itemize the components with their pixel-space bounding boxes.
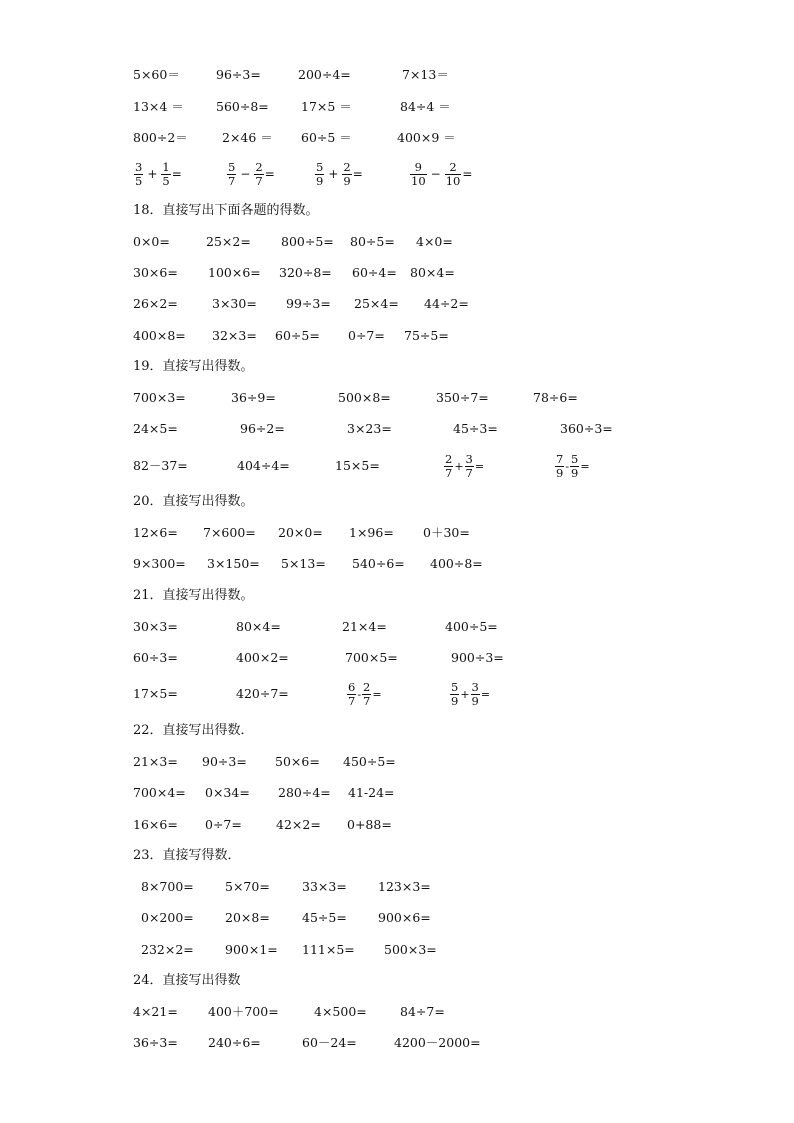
numerator: 9: [414, 159, 422, 174]
problem: 96÷3=: [216, 67, 261, 82]
problem: 33×3=: [302, 879, 347, 894]
problem: 111×5=: [302, 942, 355, 957]
problem: 60÷4=: [352, 265, 397, 280]
problem: 60÷3=: [133, 650, 178, 665]
problem: 12×6=: [133, 525, 178, 540]
equals-sign: =: [480, 687, 491, 701]
problem: 0÷7=: [205, 817, 242, 832]
problem: 7×600=: [203, 525, 256, 540]
fraction-problem: [314, 156, 363, 192]
denominator: 7: [465, 465, 473, 480]
fraction: [445, 161, 462, 188]
denominator: 7: [445, 465, 453, 480]
problem: 21×3=: [133, 754, 178, 769]
problem: 96÷2=: [240, 421, 285, 436]
equals-sign: =: [372, 687, 382, 701]
fraction-problem: [346, 676, 382, 712]
problem: 25×2=: [206, 234, 251, 249]
problem-row: [0, 386, 794, 410]
problem: 5×70=: [225, 879, 270, 894]
problem-row: [0, 875, 794, 899]
problem: 400×2=: [236, 650, 289, 665]
fraction: [227, 161, 236, 188]
problem: 9×300=: [133, 556, 186, 571]
problem: 21×4=: [342, 619, 387, 634]
denominator: 9: [316, 173, 324, 188]
problem: 200÷4=: [298, 67, 351, 82]
problem: 15×5=: [335, 458, 380, 473]
operator: -: [357, 687, 362, 701]
denominator: 5: [162, 173, 170, 188]
problem: 17×5 ＝: [301, 99, 352, 114]
fraction: [450, 681, 459, 708]
fraction-problem: [226, 156, 275, 192]
problem-row: [0, 448, 794, 484]
problem: 900×1=: [225, 942, 278, 957]
operator: +: [460, 687, 470, 701]
question-title: 19．直接写出得数。: [133, 359, 254, 374]
numerator: 2: [363, 679, 371, 694]
problem-row: [0, 938, 794, 962]
problem: 0×200=: [141, 910, 194, 925]
problem: 42×2=: [276, 817, 321, 832]
numerator: 2: [449, 159, 457, 174]
problem: 0+88=: [347, 817, 392, 832]
problem: 4×0=: [416, 234, 453, 249]
problem: 3×23=: [347, 421, 392, 436]
problem: 45÷3=: [453, 421, 498, 436]
fraction: [362, 681, 371, 708]
problem-row: [0, 781, 794, 805]
problem: 700×5=: [345, 650, 398, 665]
problem-row: [0, 813, 794, 837]
fraction-problem: [443, 448, 484, 484]
problem: 2×46 ＝: [222, 130, 273, 145]
problem: 13×4 ＝: [133, 99, 184, 114]
numerator: 3: [471, 679, 479, 694]
problem-row: [0, 230, 794, 254]
problem: 350÷7=: [436, 390, 489, 405]
problem: 32×3=: [212, 328, 257, 343]
numerator: 2: [255, 159, 263, 174]
fraction: [465, 453, 474, 480]
denominator: 7: [255, 173, 263, 188]
fraction-problem: [449, 676, 490, 712]
problem: 400×8=: [133, 328, 186, 343]
denominator: 9: [451, 693, 459, 708]
problem: 20×0=: [278, 525, 323, 540]
problem-row: [0, 261, 794, 285]
problem: 30×3=: [133, 619, 178, 634]
problem: 900÷3=: [451, 650, 504, 665]
operator: -: [565, 459, 570, 473]
numerator: 3: [465, 451, 473, 466]
problem: 36÷3=: [133, 1035, 178, 1050]
problem: 700×3=: [133, 390, 186, 405]
fraction: [161, 161, 170, 188]
numerator: 6: [348, 679, 356, 694]
problem-row: [0, 292, 794, 316]
problem: 900×6=: [378, 910, 431, 925]
problem: 60÷5=: [275, 328, 320, 343]
problem: 80×4=: [236, 619, 281, 634]
problem: 7×13＝: [402, 67, 449, 82]
problem: 82－37=: [133, 458, 188, 473]
equals-sign: =: [462, 167, 473, 181]
operator: +: [454, 459, 464, 473]
problem: 0×0=: [133, 234, 170, 249]
numerator: 5: [316, 159, 324, 174]
equals-sign: =: [171, 167, 182, 181]
problem: 5×13=: [281, 556, 326, 571]
fraction: [410, 161, 427, 188]
problem: 84÷7=: [400, 1004, 445, 1019]
numerator: 5: [451, 679, 459, 694]
denominator: 7: [348, 693, 356, 708]
denominator: 7: [228, 173, 236, 188]
operator: +: [147, 167, 158, 181]
problem: 26×2=: [133, 296, 178, 311]
fraction: [347, 681, 356, 708]
problem: 99÷3=: [286, 296, 331, 311]
equals-sign: =: [580, 459, 590, 473]
numerator: 5: [228, 159, 236, 174]
problem: 240÷6=: [208, 1035, 261, 1050]
problem: 4200－2000=: [394, 1035, 481, 1050]
denominator: 5: [135, 173, 143, 188]
problem-row: [0, 750, 794, 774]
problem-row: [0, 906, 794, 930]
problem: 5×60＝: [133, 67, 180, 82]
denominator: 9: [471, 693, 479, 708]
fraction-problem: [554, 448, 590, 484]
problem: 30×6=: [133, 265, 178, 280]
problem: 500×8=: [338, 390, 391, 405]
problem-row: [0, 126, 794, 150]
problem: 41-24=: [348, 785, 395, 800]
problem: 25×4=: [354, 296, 399, 311]
problem-row: [0, 95, 794, 119]
problem: 123×3=: [378, 879, 431, 894]
problem: 3×30=: [212, 296, 257, 311]
problem: 50×6=: [275, 754, 320, 769]
problem-row: [0, 646, 794, 670]
problem: 0＋30=: [423, 525, 470, 540]
operator: −: [240, 167, 251, 181]
denominator: 10: [445, 173, 461, 188]
equals-sign: =: [264, 167, 275, 181]
equals-sign: =: [474, 459, 485, 473]
fraction: [570, 453, 579, 480]
problem: 320÷8=: [279, 265, 332, 280]
problem: 700×4=: [133, 785, 186, 800]
problem: 450÷5=: [343, 754, 396, 769]
question-title: 23．直接写得数．: [133, 848, 241, 863]
problem-row: [0, 1031, 794, 1055]
question-title: 22．直接写出得数．: [133, 723, 254, 738]
denominator: 10: [411, 173, 426, 188]
problem: 44÷2=: [424, 296, 469, 311]
problem: 560÷8=: [216, 99, 269, 114]
problem: 20×8=: [225, 910, 270, 925]
fraction-problem: [409, 156, 472, 192]
equals-sign: =: [352, 167, 363, 181]
problem: 80÷5=: [350, 234, 395, 249]
question-title: 21．直接写出得数。: [133, 588, 254, 603]
fraction: [444, 453, 453, 480]
problem: 280÷4=: [278, 785, 331, 800]
fraction: [315, 161, 324, 188]
problem: 400＋700=: [208, 1004, 279, 1019]
problem-row: [0, 552, 794, 576]
fraction: [555, 453, 564, 480]
problem: 800÷5=: [281, 234, 334, 249]
problem: 75÷5=: [404, 328, 449, 343]
problem: 400÷8=: [430, 556, 483, 571]
problem: 60÷5 ＝: [301, 130, 352, 145]
fraction: [134, 161, 143, 188]
problem: 4×500=: [314, 1004, 367, 1019]
question-title: 18．直接写出下面各题的得数。: [133, 203, 319, 218]
problem: 8×700=: [141, 879, 194, 894]
problem: 232×2=: [141, 942, 194, 957]
problem: 404÷4=: [237, 458, 290, 473]
numerator: 2: [445, 451, 453, 466]
problem: 100×6=: [208, 265, 261, 280]
operator: −: [430, 167, 441, 181]
fraction: [471, 681, 480, 708]
problem-row: [0, 615, 794, 639]
problem: 360÷3=: [560, 421, 613, 436]
problem-row: [0, 676, 794, 712]
numerator: 1: [162, 159, 170, 174]
denominator: 9: [571, 465, 579, 480]
numerator: 5: [571, 451, 579, 466]
problem: 17×5=: [133, 686, 178, 701]
problem: 78÷6=: [533, 390, 578, 405]
problem: 3×150=: [207, 556, 260, 571]
problem: 4×21=: [133, 1004, 178, 1019]
problem-row: [0, 417, 794, 441]
denominator: 7: [363, 693, 371, 708]
numerator: 3: [135, 159, 143, 174]
fraction-row: [0, 156, 794, 192]
problem: 45÷5=: [302, 910, 347, 925]
problem-row: [0, 324, 794, 348]
numerator: 7: [556, 451, 564, 466]
problem: 540÷6=: [352, 556, 405, 571]
problem-row: [0, 1000, 794, 1024]
fraction-problem: [133, 156, 182, 192]
question-title: 20．直接写出得数。: [133, 494, 254, 509]
problem: 0×34=: [205, 785, 250, 800]
problem: 400÷5=: [445, 619, 498, 634]
problem: 1×96=: [349, 525, 394, 540]
problem: 800÷2＝: [133, 130, 188, 145]
problem: 400×9 ＝: [397, 130, 456, 145]
problem: 36÷9=: [231, 390, 276, 405]
operator: +: [328, 167, 339, 181]
problem: 500×3=: [384, 942, 437, 957]
denominator: 9: [343, 173, 351, 188]
problem: 0÷7=: [348, 328, 385, 343]
problem: 420÷7=: [236, 686, 289, 701]
question-title: 24．直接写出得数: [133, 973, 241, 988]
problem: 84÷4 ＝: [400, 99, 451, 114]
problem-row: [0, 521, 794, 545]
numerator: 2: [343, 159, 351, 174]
problem: 90÷3=: [202, 754, 247, 769]
fraction: [342, 161, 351, 188]
fraction: [254, 161, 263, 188]
problem: 60－24=: [302, 1035, 357, 1050]
problem: 16×6=: [133, 817, 178, 832]
problem: 24×5=: [133, 421, 178, 436]
problem: 80×4=: [410, 265, 455, 280]
denominator: 9: [556, 465, 564, 480]
problem-row: [0, 63, 794, 87]
